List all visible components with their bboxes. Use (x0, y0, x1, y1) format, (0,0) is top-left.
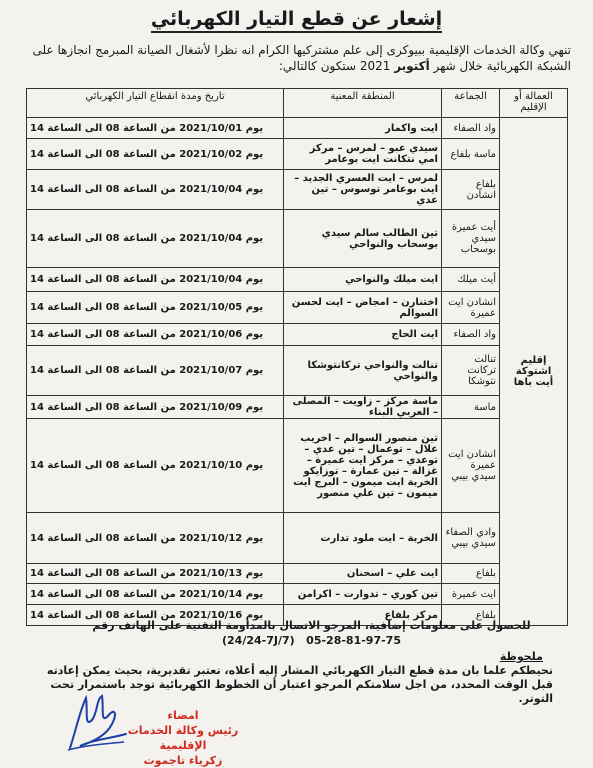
date-cell: يوم 2021/10/05 من الساعة 08 الى الساعة 14 (27, 292, 284, 324)
area-cell: سيدي عبو – لمرس – مركز امي نتكانت ايت بوعامر (284, 139, 442, 170)
commune-cell: واد الصفاء (442, 324, 500, 346)
date-cell: يوم 2021/10/12 من الساعة 08 الى الساعة 14 (27, 513, 284, 564)
province-cell: إقليم اشتوكة أيت باها (500, 118, 568, 626)
commune-cell: تنالت تركانت نتوشكا (442, 346, 500, 396)
table-row (27, 346, 568, 396)
date-cell: يوم 2021/10/07 من الساعة 08 الى الساعة 14 (27, 346, 284, 396)
outage-table (26, 88, 568, 626)
date-cell: يوم 2021/10/06 من الساعة 08 الى الساعة 14 (27, 324, 284, 346)
commune-cell: وادي الصفاء سيدي بيبي (442, 513, 500, 564)
date-cell: يوم 2021/10/04 من الساعة 08 الى الساعة 14 (27, 268, 284, 292)
phone-hours: (24/24-7J/7) (222, 634, 295, 647)
table-row (27, 584, 568, 605)
area-cell: اختنارن – امجاض – ايت لحسن السوالم (284, 292, 442, 324)
area-cell: تين الطالب سالم سيدي بوسحاب والنواحي (284, 210, 442, 268)
commune-cell: بلفاع انشادن (442, 170, 500, 210)
date-cell: يوم 2021/10/09 من الساعة 08 الى الساعة 14 (27, 396, 284, 419)
date-cell: يوم 2021/10/14 من الساعة 08 الى الساعة 14 (27, 584, 284, 605)
table-row (27, 564, 568, 584)
table-row (27, 139, 568, 170)
area-cell: الخربة – ايت ملود تدارت (284, 513, 442, 564)
commune-cell: ايت عميرة (442, 584, 500, 605)
table-row (27, 210, 568, 268)
area-cell: لمرس – ايت العسري الجديد – ايت بوعامر توسوس – تين عدي (284, 170, 442, 210)
area-cell: مركز بلفاع (284, 605, 442, 626)
date-cell: يوم 2021/10/04 من الساعة 08 الى الساعة 14 (27, 210, 284, 268)
area-cell: ايت الحاج (284, 324, 442, 346)
table-header-row (27, 89, 568, 118)
commune-cell: بلفاع (442, 564, 500, 584)
contact-info: للحصول على معلومات إضافية، المرجو الاتصال بالمداومة التقنية على الهاتف رقم (24/24-7J/7) 05-28-81-97-75 (92, 619, 531, 647)
commune-cell: بلفاع (442, 605, 500, 626)
note-text: نحيطكم علما بان مدة قطع التيار الكهربائي المشار إليه أعلاه، تعتبر تقديرية، بحيث يمكن إعادته قبل الوقت المحدد، من اجل سلامتكم المرجو اعتبار أن الخطوط الكهربائية توجد باستمرار تحت التوتر. (46, 664, 553, 705)
header-area: المنطقة المعنية (284, 89, 442, 118)
header-commune: الجماعة (442, 89, 500, 118)
date-cell: يوم 2021/10/13 من الساعة 08 الى الساعة 14 (27, 564, 284, 584)
date-cell: يوم 2021/10/10 من الساعة 08 الى الساعة 14 (27, 419, 284, 513)
area-cell: تين منصور السوالم – اخريب علال – توعمال – تين عدي – توعدي – مركز ايت عميرة – غزالة – تين عمارة – توزايكو الخربة ايت ميمون – البرج ايت ميمون – تين علي منصور (284, 419, 442, 513)
note-title: ملحوظة (499, 650, 543, 663)
commune-cell: ماسة بلفاع (442, 139, 500, 170)
notice-title: إشعار عن قطع التيار الكهربائي (0, 8, 593, 30)
area-cell: ايت علي – اسحنان (284, 564, 442, 584)
commune-cell: انشادن ايت عميرة (442, 292, 500, 324)
area-cell: تنالت والنواحي تركانتوشكا والنواحي (284, 346, 442, 396)
area-cell: ايت ميلك والنواحي (284, 268, 442, 292)
table-row (27, 118, 568, 139)
table-row (27, 170, 568, 210)
area-cell: تين كوري – تدوارت – اكرامن (284, 584, 442, 605)
commune-cell: انشادن ايت عميرة سيدي بيبي (442, 419, 500, 513)
month-name: أكتوبر (394, 59, 430, 73)
table-row (27, 513, 568, 564)
date-cell: يوم 2021/10/04 من الساعة 08 الى الساعة 14 (27, 170, 284, 210)
commune-cell: أيت ميلك (442, 268, 500, 292)
table-row (27, 268, 568, 292)
table-row (27, 396, 568, 419)
date-cell: يوم 2021/10/01 من الساعة 08 الى الساعة 14 (27, 118, 284, 139)
commune-cell: أيت عميرة سيدي بوسحاب (442, 210, 500, 268)
table-row (27, 292, 568, 324)
phone-number: 05-28-81-97-75 (306, 634, 401, 647)
commune-cell: واد الصفاء (442, 118, 500, 139)
header-date: تاريخ ومدة انقطاع التيار الكهربائي (27, 89, 284, 118)
signature-block: امضاء رئيس وكالة الخدمات الإقليمية زكرياء تاجموت (127, 709, 239, 767)
area-cell: ماسة مركز – زاويت – المصلى – العربي البناء (284, 396, 442, 419)
commune-cell: ماسة (442, 396, 500, 419)
header-province: العمالة أو الإقليم (500, 89, 568, 118)
date-cell: يوم 2021/10/02 من الساعة 08 الى الساعة 14 (27, 139, 284, 170)
table-row (27, 419, 568, 513)
area-cell: ايت واكمار (284, 118, 442, 139)
date-cell: يوم 2021/10/16 من الساعة 08 الى الساعة 14 (27, 605, 284, 626)
intro-paragraph: تنهي وكالة الخدمات الإقليمية ببيوكرى إلى علم مشتركيها الكرام انه نظرا لأشغال الصيانة المبرمج انجازها على الشبكة الكهربائية خلال شهر أكتوبر 2021 ستكون كالتالي: (32, 43, 571, 73)
table-row (27, 324, 568, 346)
